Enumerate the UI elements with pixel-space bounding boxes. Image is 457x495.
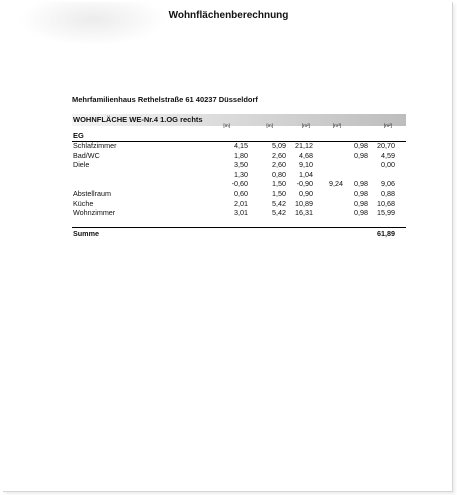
- row-value-c2: 1,50: [272, 179, 286, 189]
- row-value-c1: 4,15: [234, 141, 248, 150]
- unit-width: [m]: [266, 124, 273, 129]
- row-label: Wohnzimmer: [73, 208, 116, 218]
- row-value-c1: -0,60: [231, 179, 248, 189]
- row-label: Bad/WC: [73, 150, 100, 160]
- section-header: WOHNFLÄCHE WE-Nr.4 1.OG rechts: [72, 114, 406, 126]
- row-label: Abstellraum: [73, 189, 111, 198]
- table-row: [72, 151, 406, 161]
- table-row: [72, 170, 406, 180]
- row-value-c1: 3,01: [234, 208, 248, 218]
- row-value-c3: 21,12: [295, 141, 313, 150]
- row-value-c5: 0,98: [354, 208, 368, 218]
- table-row: [72, 208, 406, 218]
- floor-label-text: EG: [73, 131, 84, 140]
- row-value-c6: 10,68: [377, 198, 395, 208]
- row-label: Diele: [73, 160, 90, 170]
- scan-smudge: [18, 2, 168, 46]
- row-value-c3: 0,90: [299, 189, 313, 198]
- row-value-c2: 2,60: [272, 150, 286, 160]
- row-value-c1: 3,50: [234, 160, 248, 170]
- row-value-c3: -0,90: [296, 179, 313, 189]
- document-title: Wohnflächenberechnung: [168, 10, 289, 21]
- row-value-c6: 0,88: [381, 189, 395, 198]
- row-value-c6: 9,06: [381, 179, 395, 189]
- table-row: [72, 141, 406, 151]
- sum-label: Summe: [73, 229, 99, 238]
- row-value-c2: 2,60: [272, 160, 286, 170]
- row-value-c5: 0,98: [354, 150, 368, 160]
- row-value-c2: 1,50: [272, 189, 286, 198]
- row-value-c1: 2,01: [234, 198, 248, 208]
- row-value-c2: 5,42: [272, 198, 286, 208]
- row-value-c3: 9,10: [299, 160, 313, 170]
- row-value-c1: 1,30: [234, 169, 248, 179]
- row-value-c1: 1,80: [234, 150, 248, 160]
- sum-row: [72, 227, 406, 239]
- row-value-c2: 0,80: [272, 169, 286, 179]
- unit-area: [m²]: [301, 124, 310, 129]
- table-row: [72, 179, 406, 189]
- table-row: [72, 189, 406, 199]
- row-value-c2: 5,09: [272, 141, 286, 150]
- property-address: Mehrfamilienhaus Rethelstraße 61 40237 Düsseldorf: [72, 95, 258, 104]
- row-value-c3: 16,31: [295, 208, 313, 218]
- unit-length: [m]: [223, 124, 230, 129]
- row-value-c4: 9,24: [329, 179, 343, 189]
- row-value-c5: 0,98: [354, 179, 368, 189]
- row-label: Schlafzimmer: [73, 141, 117, 150]
- row-value-c3: 4,68: [299, 150, 313, 160]
- row-value-c3: 1,04: [299, 169, 313, 179]
- row-value-c5: 0,98: [354, 189, 368, 198]
- row-value-c5: 0,98: [354, 141, 368, 150]
- row-value-c5: 0,98: [354, 198, 368, 208]
- row-value-c6: 15,99: [377, 208, 395, 218]
- row-value-c1: 0,60: [234, 189, 248, 198]
- row-value-c6: 20,70: [377, 141, 395, 150]
- row-value-c2: 5,42: [272, 208, 286, 218]
- table-row: [72, 160, 406, 170]
- table-row: [72, 199, 406, 209]
- row-label: Küche: [73, 198, 94, 208]
- row-value-c3: 10,89: [295, 198, 313, 208]
- page-frame: [3, 2, 453, 492]
- sum-value: 61,89: [377, 229, 395, 238]
- unit-volume: [m³]: [332, 124, 341, 129]
- row-value-c6: 0,00: [381, 160, 395, 170]
- row-value-c6: 4,59: [381, 150, 395, 160]
- unit-living-area: [m²]: [383, 124, 392, 129]
